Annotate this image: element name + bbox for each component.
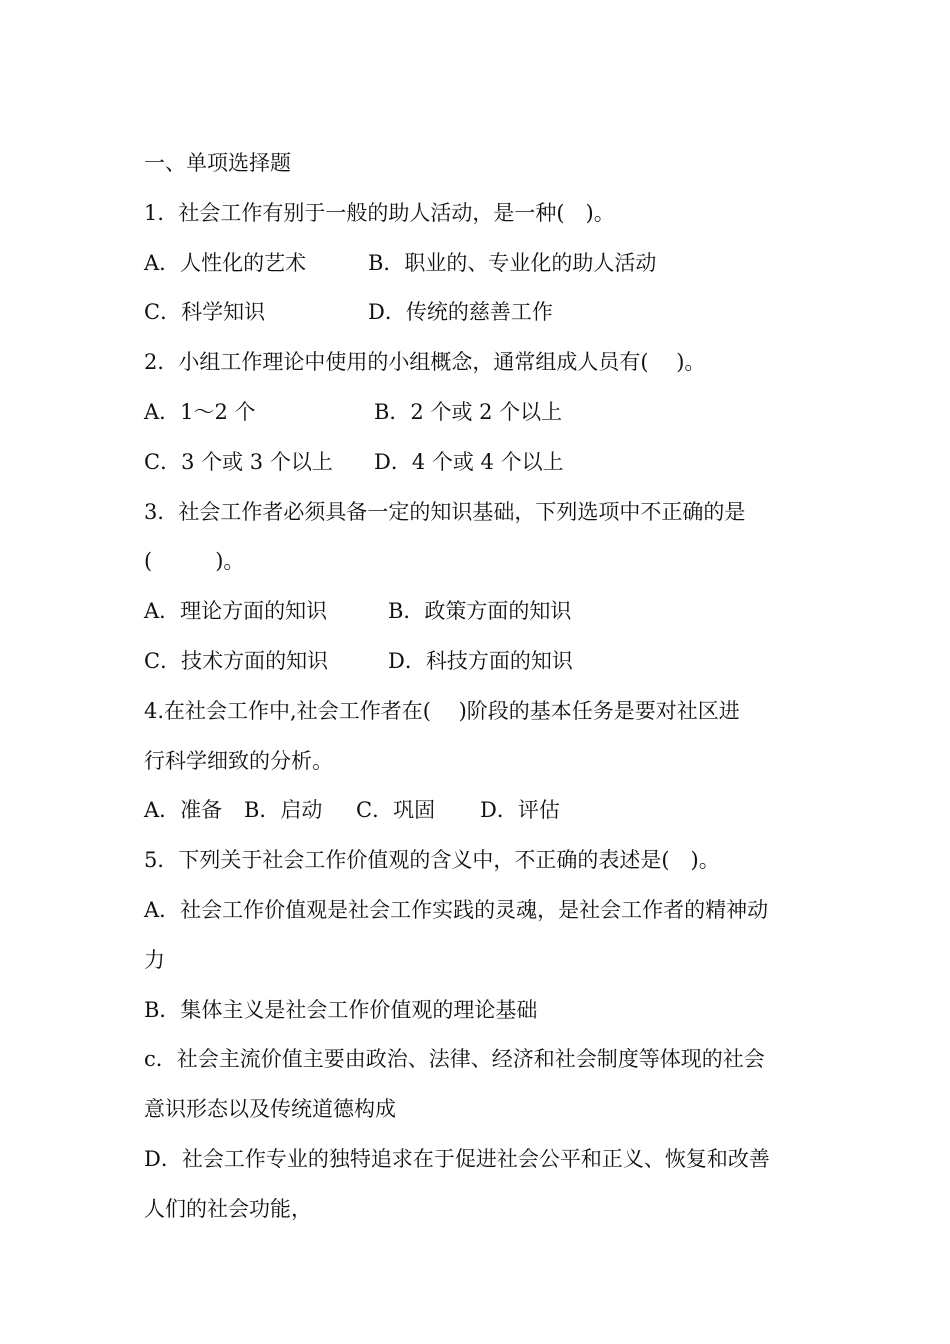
option-b: B．政策方面的知识 xyxy=(388,599,572,624)
question-2-options-row-1 xyxy=(144,388,824,438)
option-a: A．理论方面的知识 xyxy=(144,599,328,624)
question-5-stem: 5．下列关于社会工作价值观的含义中，不正确的表述是( )。 xyxy=(144,848,720,873)
question-5-option-a-line-1: A．社会工作价值观是社会工作实践的灵魂，是社会工作者的精神动 xyxy=(144,897,769,922)
question-3-stem-line-1: 3．社会工作者必须具备一定的知识基础，下列选项中不正确的是 xyxy=(144,499,746,524)
question-1-options-row-1 xyxy=(144,239,824,289)
question-2-options-row-2 xyxy=(144,438,824,488)
option-b: B．职业的、专业化的助人活动 xyxy=(368,250,657,275)
question-5-option-d-line-2: 人们的社会功能， xyxy=(144,1196,312,1221)
section-title: 一、单项选择题 xyxy=(144,151,291,175)
question-1-stem: 1．社会工作有别于一般的助人活动，是一种( )。 xyxy=(144,200,615,225)
question-5-option-c-line-2: 意识形态以及传统道德构成 xyxy=(144,1097,396,1122)
question-1-options-row-2 xyxy=(144,288,824,338)
option-d: D．科技方面的知识 xyxy=(388,648,573,673)
option-d: D．传统的慈善工作 xyxy=(368,300,553,325)
question-5-option-c-line-1: c．社会主流价值主要由政治、法律、经济和社会制度等体现的社会 xyxy=(144,1047,765,1072)
question-5-option-a-line-2: 力 xyxy=(144,947,165,972)
option-a: A．准备 xyxy=(144,798,223,823)
question-4-stem-line-1: 4.在社会工作中,社会工作者在( )阶段的基本任务是要对社区进 xyxy=(144,698,740,723)
question-4-options xyxy=(144,786,824,836)
option-c: C．技术方面的知识 xyxy=(144,648,329,673)
option-c: C．3 个或 3 个以上 xyxy=(144,449,333,474)
option-a: A．人性化的艺术 xyxy=(144,250,307,275)
option-d: D．4 个或 4 个以上 xyxy=(374,449,564,474)
option-b: B．2 个或 2 个以上 xyxy=(374,399,563,424)
option-a: A．1～2 个 xyxy=(144,399,256,424)
question-5-option-b: B．集体主义是社会工作价值观的理论基础 xyxy=(144,997,538,1022)
option-c: C．科学知识 xyxy=(144,300,266,325)
question-2-stem: 2．小组工作理论中使用的小组概念，通常组成人员有( )。 xyxy=(144,350,706,375)
question-4-stem-line-2: 行科学细致的分析。 xyxy=(144,748,333,773)
option-b: B．启动 xyxy=(244,798,323,823)
exam-page xyxy=(144,139,824,1235)
option-c: C．巩固 xyxy=(356,798,436,823)
question-3-options-row-2 xyxy=(144,637,824,687)
question-3-stem-line-2: ( )。 xyxy=(144,549,245,574)
question-3-options-row-1 xyxy=(144,587,824,637)
question-5-option-d-line-1: D．社会工作专业的独特追求在于促进社会公平和正义、恢复和改善 xyxy=(144,1146,770,1171)
option-d: D．评估 xyxy=(480,798,560,823)
